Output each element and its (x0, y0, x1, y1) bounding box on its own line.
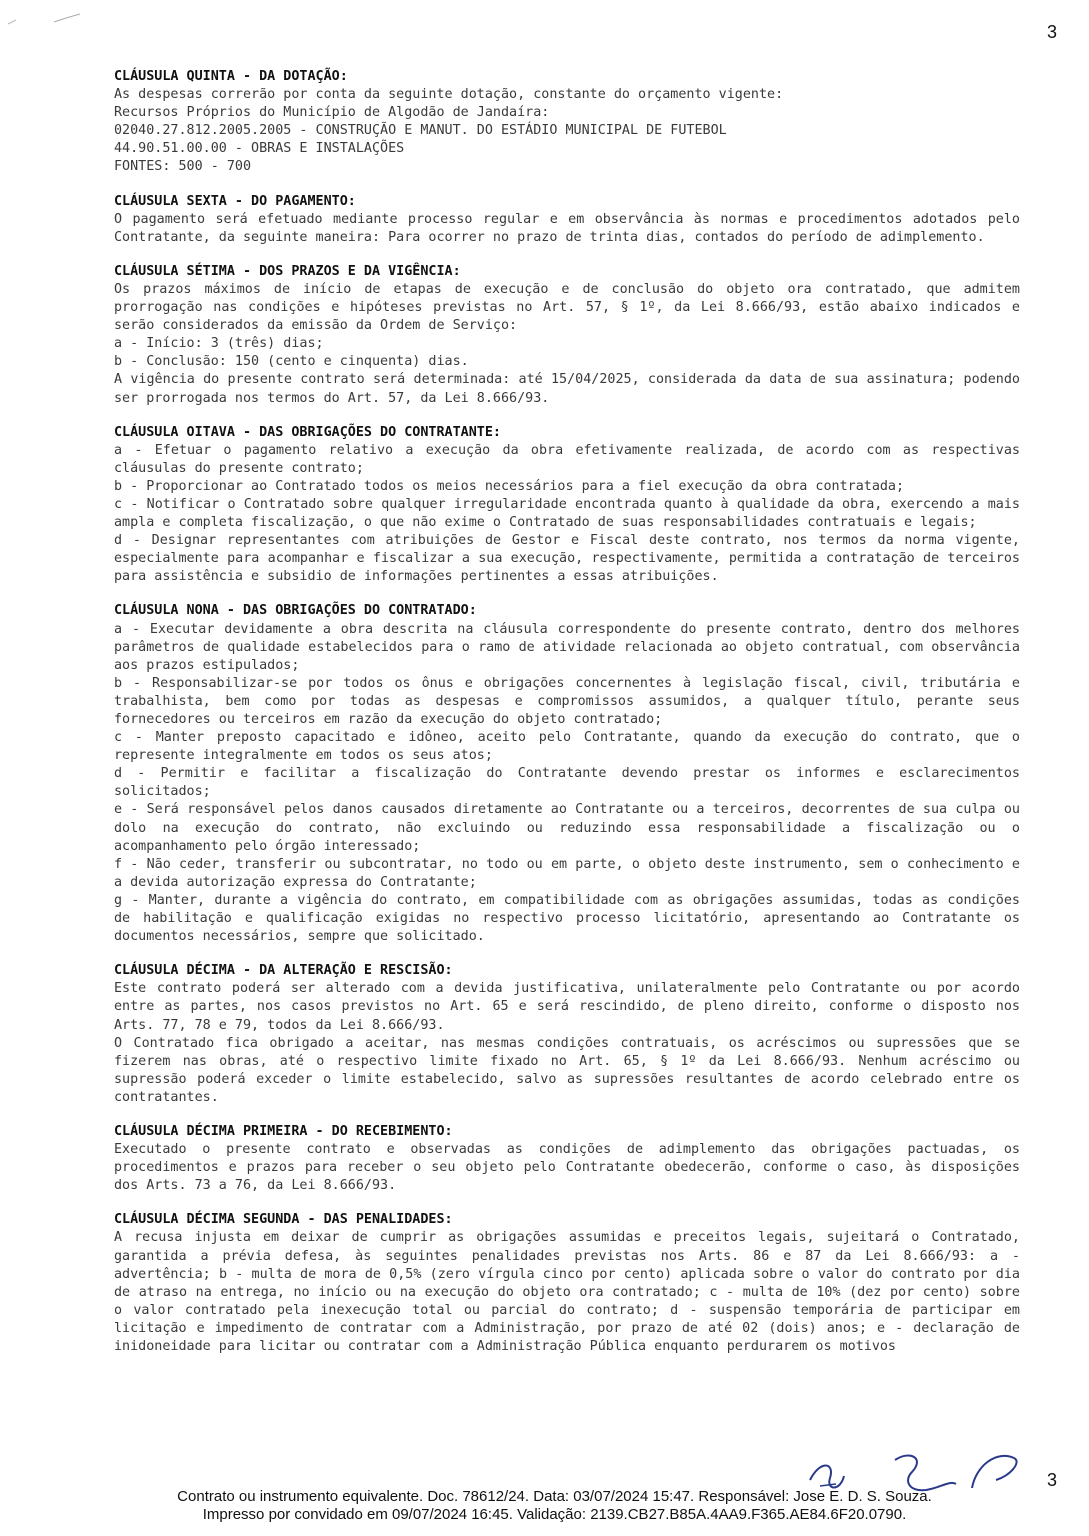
clause-paragraph: b - Responsabilizar-se por todos os ônus e obrigações concernentes à legislação fiscal, civil, tributária e trabalhista, bem como por todas as despesas e compromissos assumidos, a qualquer título, perante seus fornecedores ou terceiros em razão da execução do objeto contratado; (114, 675, 1020, 727)
clause-paragraph: a - Efetuar o pagamento relativo a execução da obra efetivamente realizada, de acordo com as respectivas cláusulas do presente contrato; (114, 442, 1020, 476)
clause-paragraph: c - Notificar o Contratado sobre qualquer irregularidade encontrada quanto à qualidade da obra, exercendo a mais ampla e completa fiscalização, o que não exime o Contratado de suas responsabilidades contratuais e legais; (114, 496, 1020, 531)
clause-paragraph: c - Manter preposto capacitado e idôneo, aceito pelo Contratante, quando da execução do contrato, que o represente integralmente em todos os seus atos; (114, 730, 1020, 764)
clause-paragraph: f - Não ceder, transferir ou subcontratar, no todo ou em parte, o objeto deste instrumento, sem o conhecimento e a devida autorização expressa do Contratante; (114, 856, 1020, 890)
footer-line: Impresso por convidado em 09/07/2024 16:45. Validação: 2139.CB27.B85A.4AA9.F365.AE84.6F20.0790. (202, 1506, 907, 1523)
page-number: 3 (1046, 22, 1057, 42)
clause-title: CLÁUSULA DÉCIMA - DA ALTERAÇÃO E RESCISÃO: (114, 963, 453, 979)
clause-nona (114, 602, 1020, 946)
clause-paragraph: O Contratado fica obrigado a aceitar, nas mesmas condições contratuais, os acréscimos ou supressões que se fizerem nas obras, até o respectivo limite fixado no Art. 65, § 1º da Lei 8.666/93. Nenhum acréscimo ou supressão poderá exceder o limite estabelecido, salvo as supressões resultantes de acordo celebrado entre os contratantes. (114, 1035, 1020, 1105)
validation-footer (0, 1488, 1089, 1524)
clause-line: 02040.27.812.2005.2005 - CONSTRUÇÃO E MANUT. DO ESTÁDIO MUNICIPAL DE FUTEBOL (114, 123, 727, 139)
clause-title: CLÁUSULA DÉCIMA PRIMEIRA - DO RECEBIMENTO: (114, 1123, 453, 1139)
clause-line: Recursos Próprios do Município de Algodão de Jandaíra: (114, 105, 550, 121)
clause-line: As despesas correrão por conta da seguinte dotação, constante do orçamento vigente: (114, 87, 784, 103)
clause-title: CLÁUSULA SEXTA - DO PAGAMENTO: (114, 193, 356, 209)
clause-paragraph: e - Será responsável pelos danos causados diretamente ao Contratante ou a terceiros, decorrentes de sua culpa ou dolo na execução do contrato, não excluindo ou reduzindo essa responsabilidade a fiscalização ou o acompanhamento pelo órgão interessado; (114, 802, 1020, 854)
clause-paragraph: d - Designar representantes com atribuições de Gestor e Fiscal deste contrato, nos termos da norma vigente, especialmente para acompanhar e fiscalizar a sua execução, respectivamente, permitida a contratação de terceiros para assistência e subsidio de informações pertinentes a essas atribuições. (114, 533, 1020, 585)
clause-decima (114, 962, 1020, 1107)
clause-paragraph: A recusa injusta em deixar de cumprir as obrigações assumidas e preceitos legais, sujeitará o Contratado, garantida a prévia defesa, às seguintes penalidades previstas nos Arts. 86 e 87 da Lei 8.666/93: a - advertência; b - multa de mora de 0,5% (zero vírgula cinco por cento) aplicada sobre o valor do contrato por dia de atraso na entrega, no início ou na execução do objeto ora contratado; c - multa de 10% (dez por cento) sobre o valor contratado pela inexecução total ou parcial do contrato; d - suspensão temporária de participar em licitação e impedimento de contratar com a Administração, por prazo de até 02 (dois) anos; e - declaração de inidoneidade para licitar ou contratar com a Administração Pública enquanto perdurarem os motivos (114, 1230, 1020, 1354)
footer-line: Contrato ou instrumento equivalente. Doc. 78612/24. Data: 03/07/2024 15:47. Responsável: Jose E. D. S. Souza. (177, 1488, 932, 1505)
clause-title: CLÁUSULA SÉTIMA - DOS PRAZOS E DA VIGÊNCIA: (114, 263, 461, 279)
clause-paragraph: g - Manter, durante a vigência do contrato, em compatibilidade com as obrigações assumidas, todas as condições de habilitação e qualificação exigidas no respectivo processo licitatório, apresentando ao Contratante os documentos necessários, sempre que solicitado. (114, 892, 1020, 945)
clause-paragraph: O pagamento será efetuado mediante processo regular e em observância às normas e procedimentos adotados pelo Contratante, da seguinte maneira: Para ocorrer no prazo de trinta dias, contados do período de adimplemento. (114, 211, 1020, 245)
clause-title: CLÁUSULA NONA - DAS OBRIGAÇÕES DO CONTRATADO: (114, 603, 477, 619)
clause-line: 44.90.51.00.00 - OBRAS E INSTALAÇÕES (114, 141, 405, 157)
clause-paragraph: a - Início: 3 (três) dias; (114, 336, 324, 352)
clause-title: CLÁUSULA QUINTA - DA DOTAÇÃO: (114, 69, 348, 84)
clause-paragraph: b - Proporcionar ao Contratado todos os meios necessários para a fiel execução da obra contratada; (114, 478, 905, 494)
clause-decima-segunda (114, 1211, 1020, 1356)
clause-paragraph: A vigência do presente contrato será determinada: até 15/04/2025, considerada da data de sua assinatura; podendo ser prorrogada nos termos do Art. 57, da Lei 8.666/93. (114, 372, 1020, 406)
clause-paragraph: Os prazos máximos de início de etapas de execução e de conclusão do objeto ora contratado, que admitem prorrogação nas condições e hipóteses previstas no Art. 57, § 1º, da Lei 8.666/93, estão abaixo indicados e serão considerados da emissão da Ordem de Serviço: (114, 281, 1020, 334)
page-number-footer: 3 (1046, 1470, 1057, 1490)
clause-oitava (114, 424, 1020, 587)
clause-paragraph: d - Permitir e facilitar a fiscalização do Contratante devendo prestar os informes e esclarecimentos solicitados; (114, 766, 1020, 800)
clause-title: CLÁUSULA DÉCIMA SEGUNDA - DAS PENALIDADES: (114, 1212, 453, 1228)
clause-decima-primeira (114, 1123, 1020, 1195)
scan-mark-decoration (6, 8, 86, 28)
clause-quinta (114, 68, 1020, 177)
clause-paragraph: b - Conclusão: 150 (cento e cinquenta) dias. (114, 354, 469, 370)
clause-paragraph: Este contrato poderá ser alterado com a devida justificativa, unilateralmente pelo Contratante ou por acordo entre as partes, nos casos previstos no Art. 65 e será rescindido, de pleno direito, conforme o disposto nos Arts. 77, 78 e 79, todos da Lei 8.666/93. (114, 981, 1020, 1033)
clause-title: CLÁUSULA OITAVA - DAS OBRIGAÇÕES DO CONTRATANTE: (114, 424, 501, 440)
clause-paragraph: a - Executar devidamente a obra descrita na cláusula correspondente do presente contrato, dentro dos melhores parâmetros de qualidade estabelecidos para o ramo de atividade relacionada ao objeto contratual, com observância aos prazos estipulados; (114, 621, 1020, 673)
clause-setima (114, 263, 1020, 408)
clause-line: FONTES: 500 - 700 (114, 159, 252, 175)
document-body (114, 68, 1020, 1372)
clause-paragraph: Executado o presente contrato e observadas as condições de adimplemento das obrigações pactuadas, os procedimentos e prazos para receber o seu objeto pelo Contratante obedecerão, conforme o caso, às disposições dos Arts. 73 a 76, da Lei 8.666/93. (114, 1142, 1020, 1194)
clause-sexta (114, 193, 1020, 247)
